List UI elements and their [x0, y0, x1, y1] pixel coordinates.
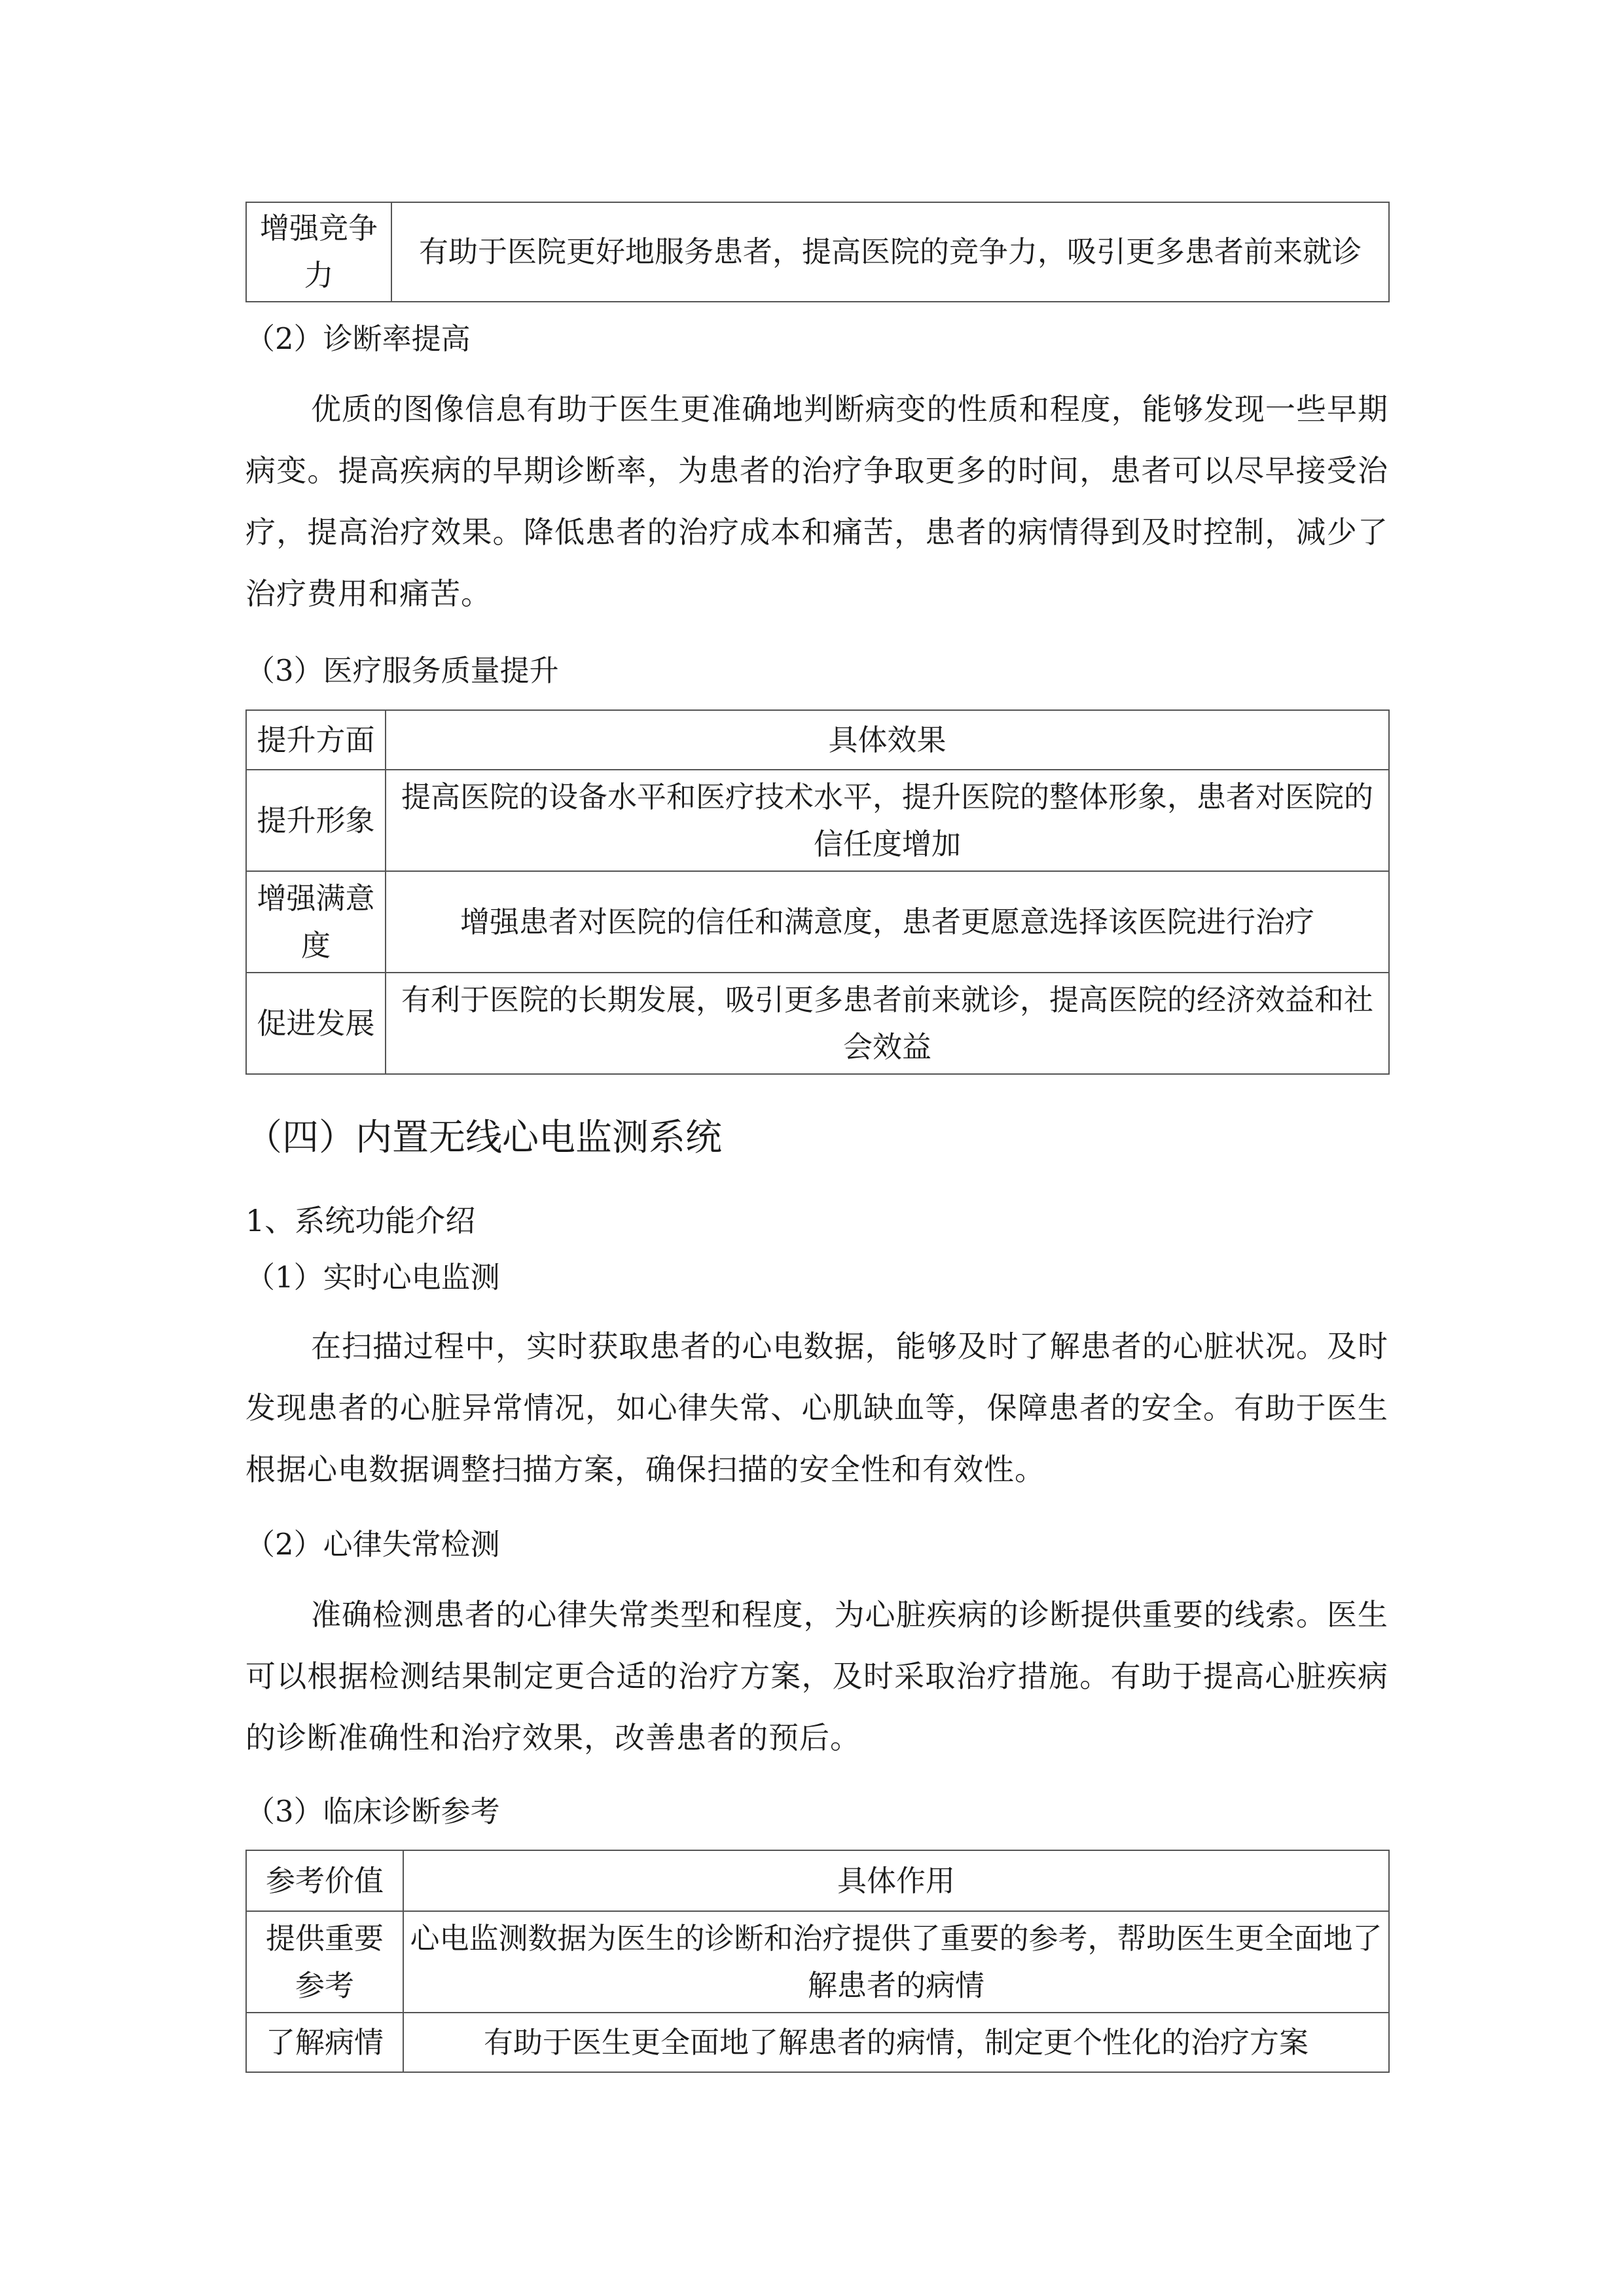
table-header-cell: 具体效果 [386, 710, 1389, 770]
table-row [246, 2013, 1389, 2072]
table-cell-text: 提高医院的设备水平和医疗技术水平，提升医院的整体形象，患者对医院的信任度增加 [386, 770, 1389, 871]
realtime-ecg-heading: （1）实时心电监测 [245, 1260, 500, 1295]
table-cell-text: 有助于医院更好地服务患者，提高医院的竞争力，吸引更多患者前来就诊 [391, 202, 1389, 302]
table-row [246, 1911, 1389, 2013]
table-header-cell: 提升方面 [246, 710, 386, 770]
table-row [246, 973, 1389, 1074]
table-header-row [246, 1850, 1389, 1911]
table-cell-label: 提升形象 [246, 770, 386, 871]
diagnosis-rate-heading: （2）诊断率提高 [245, 321, 471, 356]
realtime-ecg-paragraph: 在扫描过程中，实时获取患者的心电数据，能够及时了解患者的心脏状况。及时发现患者的心脏异常情况，如心律失常、心肌缺血等，保障患者的安全。有助于医生根据心电数据调整扫描方案，确保扫描的安全性和有效性。 [245, 1329, 1388, 1487]
table-cell-label: 提供重要参考 [246, 1911, 403, 2013]
table-service-quality [245, 709, 1390, 1075]
diagnosis-rate-paragraph: 优质的图像信息有助于医生更准确地判断病变的性质和程度，能够发现一些早期病变。提高疾病的早期诊断率，为患者的治疗争取更多的时间，患者可以尽早接受治疗，提高治疗效果。降低患者的治疗成本和痛苦，患者的病情得到及时控制，减少了治疗费用和痛苦。 [245, 391, 1388, 611]
table-cell-text: 有助于医生更全面地了解患者的病情，制定更个性化的治疗方案 [403, 2013, 1389, 2072]
table-cell-text: 心电监测数据为医生的诊断和治疗提供了重要的参考，帮助医生更全面地了解患者的病情 [403, 1911, 1389, 2013]
table-cell-text: 有利于医院的长期发展，吸引更多患者前来就诊，提高医院的经济效益和社会效益 [386, 973, 1389, 1074]
table-cell-label: 了解病情 [246, 2013, 403, 2072]
table-header-row [246, 710, 1389, 770]
table-cell-label: 增强竞争力 [246, 202, 391, 302]
section-title: （四）内置无线心电监测系统 [245, 1117, 722, 1159]
table-row [246, 770, 1389, 871]
table-row [246, 202, 1389, 302]
table-cell-label: 促进发展 [246, 973, 386, 1074]
table-cell-text: 增强患者对医院的信任和满意度，患者更愿意选择该医院进行治疗 [386, 871, 1389, 973]
arrhythmia-paragraph: 准确检测患者的心律失常类型和程度，为心脏疾病的诊断提供重要的线索。医生可以根据检测结果制定更合适的治疗方案，及时采取治疗措施。有助于提高心脏疾病的诊断准确性和治疗效果，改善患者的预后。 [245, 1597, 1388, 1755]
service-quality-heading: （3）医疗服务质量提升 [245, 653, 559, 688]
table-cell-label: 增强满意度 [246, 871, 386, 973]
table-competitiveness [245, 202, 1390, 302]
table-row [246, 871, 1389, 973]
system-function-heading: 1、系统功能介绍 [245, 1203, 476, 1238]
table-header-cell: 具体作用 [403, 1850, 1389, 1911]
table-clinical-reference [245, 1850, 1390, 2073]
arrhythmia-heading: （2）心律失常检测 [245, 1527, 500, 1562]
clinical-reference-heading: （3）临床诊断参考 [245, 1794, 500, 1829]
table-header-cell: 参考价值 [246, 1850, 403, 1911]
